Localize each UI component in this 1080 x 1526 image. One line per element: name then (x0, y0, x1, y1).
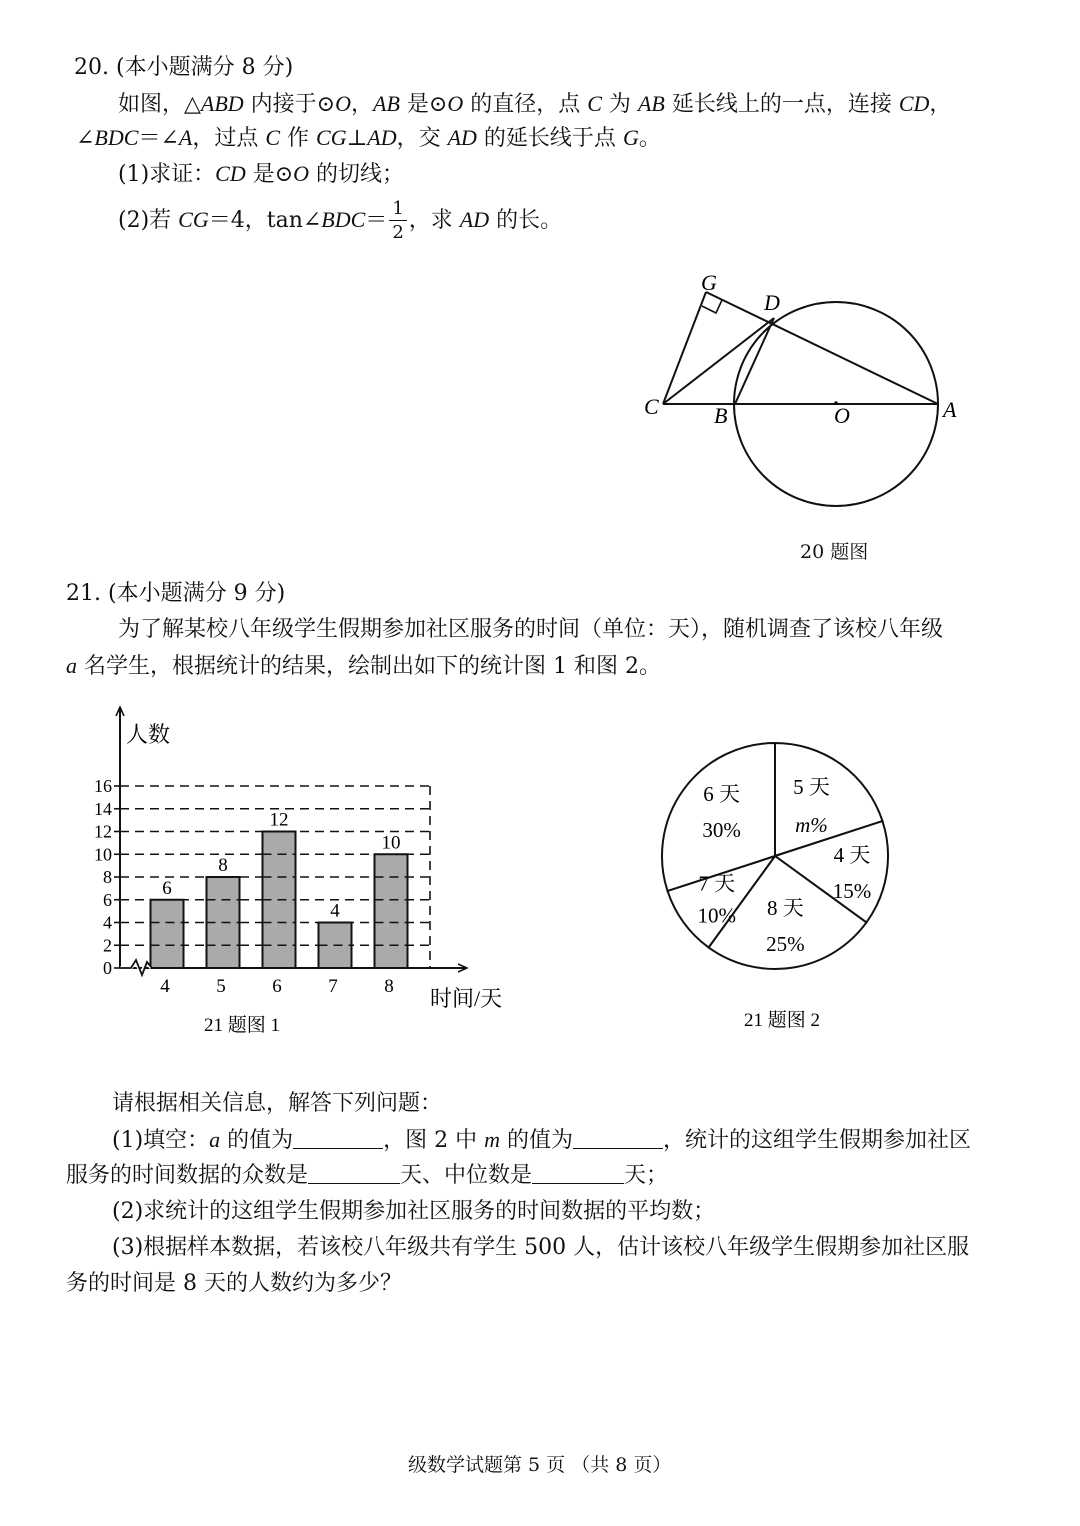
text: 。 (638, 126, 661, 151)
text: ，过点 (192, 126, 266, 151)
math-var: G (622, 125, 639, 150)
fraction-numerator: 1 (389, 200, 406, 221)
pie-slice-percent: 30% (702, 818, 741, 843)
text: ，交 (396, 126, 448, 151)
pie-slice-label: 6 天 (703, 782, 740, 807)
text: ，求 (408, 208, 460, 233)
text: 服务的时间数据的众数是 (66, 1163, 309, 1188)
q21-stem-line1: 为了解某校八年级学生假期参加社区服务的时间（单位：天），随机调查了该校八年级 (118, 617, 944, 642)
fraction-denominator: 2 (392, 222, 404, 243)
q21-score: (本小题满分 9 分) (108, 581, 286, 606)
answer-blank-m[interactable] (573, 1128, 663, 1149)
text: ， (351, 92, 374, 117)
pie-slice-label: 7 天 (698, 871, 736, 896)
answer-blank-median[interactable] (532, 1163, 624, 1184)
math-var: C (587, 91, 602, 116)
text: (1)填空： (112, 1128, 210, 1153)
math-var: AD (459, 207, 490, 232)
math-var: a (66, 653, 77, 678)
label-g: G (701, 270, 717, 295)
q21-number: 21. (66, 581, 101, 606)
text: 的直径，点 (463, 92, 588, 117)
text: 延长线上的一点，连接 (664, 92, 899, 117)
text: ，统计的这组学生假期参加社区 (663, 1128, 972, 1153)
text: ，图 2 中 (383, 1128, 485, 1153)
label-b: B (714, 403, 728, 428)
text: 是⊙ (245, 162, 294, 187)
pie-slice-label: 8 天 (766, 896, 804, 921)
y-tick-label: 12 (94, 821, 112, 842)
text: 的延长线于点 (476, 126, 623, 151)
text: 是⊙ (399, 92, 448, 117)
text: ＝ (365, 208, 388, 233)
math-var: CG (316, 125, 347, 150)
x-tick-label: 8 (384, 976, 394, 997)
math-var: CD (898, 91, 930, 116)
q21-intro: 请根据相关信息，解答下列问题： (112, 1091, 443, 1116)
math-var: a (209, 1127, 221, 1152)
math-var: AD (447, 125, 477, 150)
y-tick-label: 6 (103, 889, 112, 910)
label-a: A (943, 397, 957, 422)
pie-slice-percent: 10% (697, 903, 737, 928)
bar-data-label: 4 (330, 900, 340, 922)
bar-data-label: 10 (381, 832, 401, 854)
bar-data-label: 6 (162, 877, 172, 899)
x-tick-label: 5 (216, 976, 226, 997)
math-var: AD (367, 125, 397, 150)
text: 内接于⊙ (243, 92, 336, 117)
text: 的值为 (500, 1128, 574, 1153)
math-var: O (293, 161, 310, 186)
math-var: AB (637, 91, 665, 116)
text: 如图，△ (118, 92, 201, 117)
math-var: ∠BDC (302, 207, 366, 232)
text: 名学生，根据统计的结果，绘制出如下的统计图 1 和图 2。 (77, 654, 661, 679)
pie-chart-caption: 21 题图 2 (744, 1010, 821, 1031)
text: 的切线； (309, 162, 405, 187)
y-tick-label: 14 (94, 798, 112, 819)
q20-number: 20. (74, 55, 109, 80)
math-var: O (335, 91, 352, 116)
label-o: O (834, 403, 850, 428)
x-tick-label: 4 (160, 976, 170, 997)
text: 天； (624, 1163, 669, 1188)
text: ＝ (138, 126, 161, 151)
page-footer: 级数学试题第 5 页 （共 8 页） (408, 1454, 672, 1476)
text: ＝4，tan (208, 208, 303, 233)
bar-data-label: 12 (269, 809, 289, 831)
bar-chart-caption: 21 题图 1 (204, 1015, 281, 1036)
answer-blank-mode[interactable] (308, 1163, 400, 1184)
text: 作 (280, 126, 317, 151)
y-axis-title: 人数 (126, 722, 171, 747)
text: (2)若 (118, 208, 179, 233)
math-var: CG (178, 207, 209, 232)
pie-slice-label: 5 天 (793, 774, 830, 799)
y-tick-label: 2 (103, 935, 112, 956)
q21-part2: (2)求统计的这组学生假期参加社区服务的时间数据的平均数； (112, 1199, 716, 1224)
q21-part3-line2: 务的时间是 8 天的人数约为多少？ (66, 1271, 402, 1296)
x-tick-label: 7 (328, 976, 338, 997)
math-var: ABD (200, 91, 244, 116)
pie-slice-percent: 15% (832, 879, 872, 904)
text: 天、中位数是 (400, 1163, 533, 1188)
q21-part3-line1: (3)根据样本数据，若该校八年级共有学生 500 人，估计该校八年级学生假期参加社区服 (112, 1235, 970, 1260)
q20-score: (本小题满分 8 分) (116, 55, 294, 80)
x-tick-label: 6 (272, 976, 282, 997)
math-var: m (484, 1127, 501, 1152)
text: ， (929, 92, 952, 117)
math-var: C (265, 125, 281, 150)
math-var: AB (373, 91, 400, 116)
y-tick-label: 10 (94, 844, 112, 865)
y-tick-label: 4 (103, 912, 112, 933)
text: 为 (601, 92, 638, 117)
label-d: D (764, 290, 780, 315)
text: 的值为 (220, 1128, 294, 1153)
x-axis-title: 时间/天 (430, 986, 503, 1011)
y-tick-label: 16 (94, 776, 112, 796)
math-var: CD (215, 161, 246, 186)
q21-part1-line2 (66, 1160, 668, 1192)
math-var: O (447, 91, 464, 116)
text: 的长。 (489, 208, 563, 233)
q21-part1-line1 (112, 1124, 971, 1157)
pie-slice-label: 4 天 (833, 843, 871, 868)
y-tick-label: 8 (103, 867, 112, 887)
pie-slice-percent: m% (795, 812, 828, 837)
label-c: C (644, 394, 659, 419)
text: ⊥ (346, 126, 368, 151)
bar-data-label: 8 (218, 855, 228, 876)
answer-blank-a[interactable] (293, 1128, 383, 1149)
pie-slice-percent: 25% (766, 932, 805, 957)
y-tick-label: 0 (103, 958, 112, 978)
text: (1)求证： (118, 162, 216, 187)
math-var: ∠A (160, 125, 193, 150)
q20-figure-caption: 20 题图 (800, 541, 869, 563)
math-var: ∠BDC (76, 125, 139, 150)
